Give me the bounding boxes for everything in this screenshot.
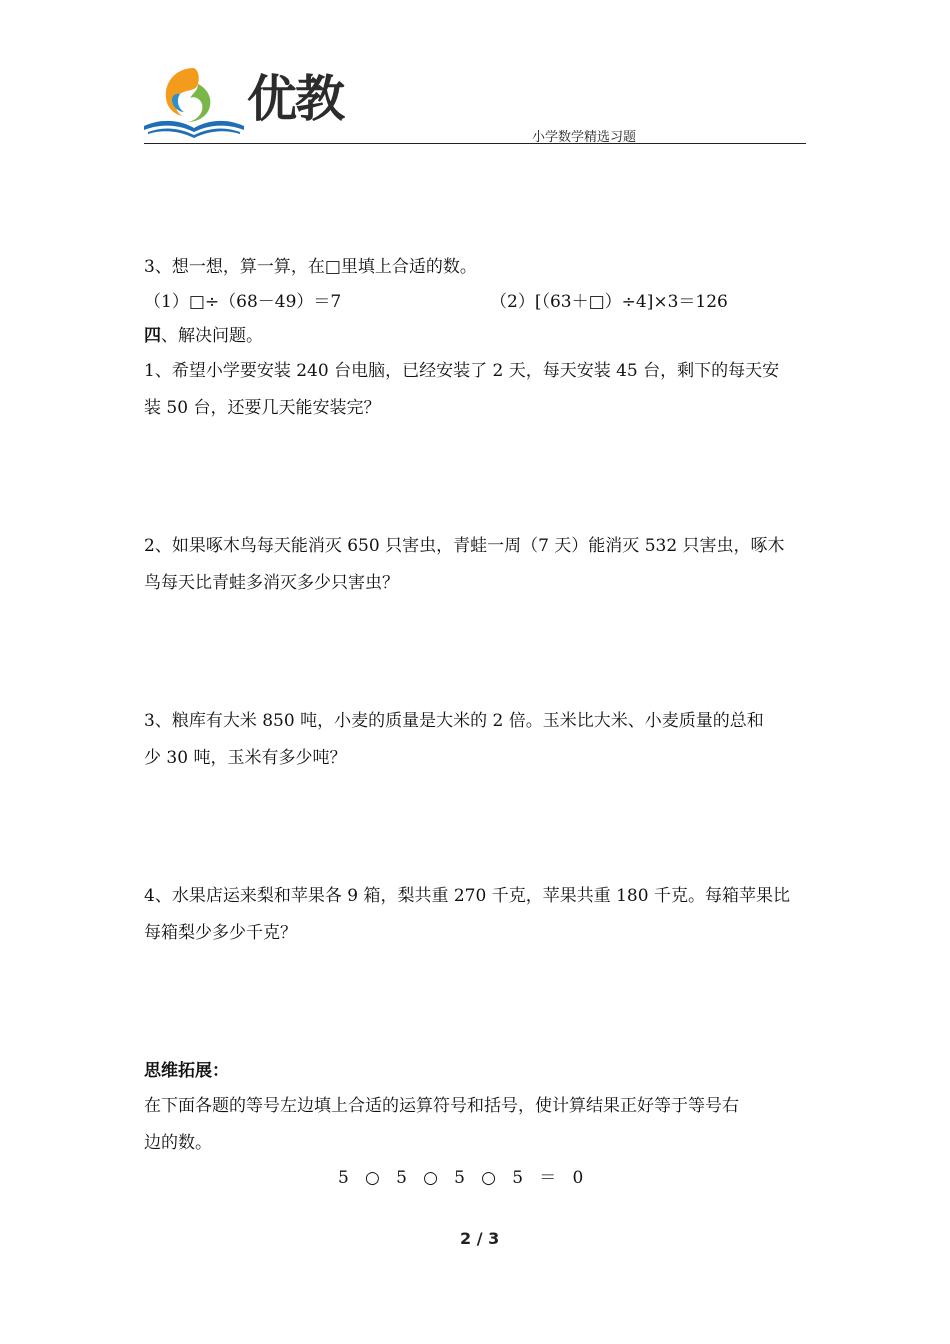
book-logo-icon [140, 62, 248, 140]
question-2-line2: 鸟每天比青蛙多消灭多少只害虫？ [144, 573, 399, 593]
extension-instruction-line1: 在下面各题的等号左边填上合适的运算符号和括号，使计算结果正好等于等号右 [144, 1096, 739, 1116]
question-4-line1: 4、水果店运来梨和苹果各 9 箱，梨共重 270 千克，苹果共重 180 千克。每箱苹果比 [144, 886, 790, 906]
header-subtitle: 小学数学精选习题 [532, 130, 637, 145]
section4-heading [144, 317, 263, 355]
question-3-line2: 少 30 吨，玉米有多少吨？ [144, 748, 347, 768]
question-4-line2: 每箱梨少多少千克？ [144, 923, 297, 943]
extension-equation: 5 ○ 5 ○ 5 ○ 5 ＝ 0 [338, 1168, 584, 1188]
brand-logo-text: 优教 [247, 70, 343, 128]
question-1-line2: 装 50 台，还要几天能安装完？ [144, 398, 381, 418]
question-1-line1: 1、希望小学要安装 240 台电脑，已经安装了 2 天，每天安装 45 台，剩下的每天安 [144, 361, 780, 381]
section3-item2: （2）[（63＋□）÷4]×3＝126 [490, 292, 728, 312]
extension-heading: 思维拓展： [144, 1061, 229, 1081]
section3-prompt: 3、想一想，算一算，在□里填上合适的数。 [144, 257, 477, 277]
header-divider [144, 143, 806, 144]
section3-item1: （1）□÷（68－49）＝7 [144, 292, 342, 312]
section4-heading-number: 四 [144, 326, 161, 346]
question-3-line1: 3、粮库有大米 850 吨，小麦的质量是大米的 2 倍。玉米比大米、小麦质量的总和 [144, 711, 764, 731]
question-2-line1: 2、如果啄木鸟每天能消灭 650 只害虫，青蛙一周（7 天）能消灭 532 只害虫，啄木 [144, 536, 785, 556]
page-number: 2 / 3 [460, 1229, 500, 1248]
extension-instruction-line2: 边的数。 [144, 1133, 212, 1153]
section4-heading-text: 、解决问题。 [161, 326, 263, 346]
